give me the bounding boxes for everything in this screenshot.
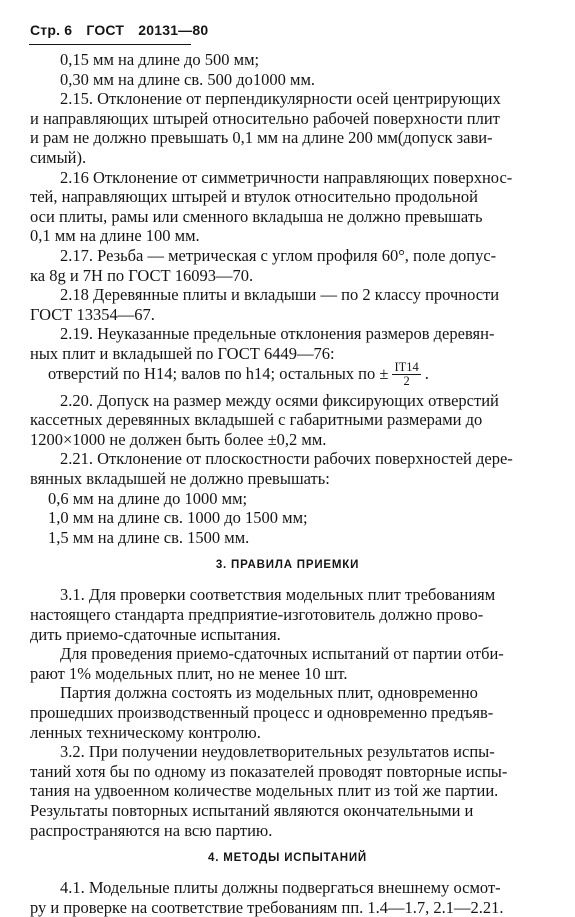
page-header	[30, 22, 218, 38]
text-line: 4.1. Модельные плиты должны подвергаться внешнему осмот-	[60, 878, 501, 898]
text-line: 2.16 Отклонение от симметричности направляющих поверхнос-	[60, 167, 513, 187]
text-line: 1,5 мм на длине св. 1500 мм.	[48, 527, 250, 547]
tolerance-formula	[48, 361, 429, 389]
text-line: 3.1. Для проверки соответствия модельных плит требованиям	[60, 585, 496, 605]
text-line: ру и проверке на соответствие требованиям пп. 1.4—1.7, 2.1—2.21.	[30, 897, 504, 917]
text-line: прошедших производственный процесс и одновременно предъяв-	[30, 703, 494, 722]
standard-label: ГОСТ	[86, 22, 125, 38]
text-line: тей, направляющих штырей и втулок относительно продольной	[30, 187, 478, 207]
page-number: Стр. 6	[30, 22, 73, 38]
text-line: тания на удвоенном количестве модельных плит из той же партии.	[30, 781, 499, 801]
text-line: и рам не должно превышать 0,1 мм на длине 200 мм(допуск зави-	[30, 128, 493, 148]
text-line: Результаты повторных испытаний являются окончательными и	[30, 801, 474, 820]
text-line: ГОСТ 13354—67.	[30, 304, 155, 324]
text-line: Партия должна состоять из модельных плит, одновременно	[60, 683, 478, 703]
text-line: настоящего стандарта предприятие-изготовитель должно прово-	[30, 605, 484, 624]
text-line: и направляющих штырей относительно рабочей поверхности плит	[30, 108, 500, 128]
text-line: 2.21. Отклонение от плоскостности рабочих поверхностей дере-	[60, 449, 513, 469]
text-line: ных плит и вкладышей по ГОСТ 6449—76:	[30, 344, 335, 363]
text-line: 3.2. При получении неудовлетворительных результатов испы-	[60, 742, 495, 762]
text-line: рают 1% модельных плит, но не менее 10 шт.	[30, 663, 348, 683]
text-line: вянных вкладышей не должно превышать:	[30, 469, 330, 488]
text-line: Для проведения приемо-сдаточных испытаний от партии отби-	[60, 644, 504, 664]
standard-number: 20131—80	[138, 22, 209, 38]
formula-fraction	[392, 361, 420, 388]
text-line: 2.19. Неуказанные предельные отклонения размеров деревян-	[60, 324, 495, 344]
text-line: оси плиты, рамы или сменного вкладыша не должно превышать	[30, 206, 483, 226]
text-line: 1,0 мм на длине св. 1000 до 1500 мм;	[48, 508, 308, 528]
fraction-numerator: IT14	[394, 360, 419, 375]
formula-text: отверстий по H14; валов по h14; остальных по ±	[48, 363, 389, 383]
text-line: 2.18 Деревянные плиты и вкладыши — по 2 классу прочности	[60, 285, 500, 305]
text-line: таний хотя бы по одному из показателей проводят повторные испы-	[30, 761, 508, 781]
section-3-heading: 3. ПРАВИЛА ПРИЕМКИ	[215, 559, 360, 572]
header-rule	[29, 44, 191, 45]
text-line: 2.17. Резьба — метрическая с углом профиля 60°, поле допус-	[60, 246, 497, 265]
text-line: кассетных деревянных вкладышей с габаритными размерами до	[30, 410, 483, 430]
text-line: ленных техническому контролю.	[30, 722, 261, 742]
text-line: 0,30 мм на длине св. 500 до1000 мм.	[60, 69, 316, 89]
text-line: 2.20. Допуск на размер между осями фиксирующих отверстий	[60, 390, 499, 410]
fraction-denominator: 2	[403, 374, 410, 389]
text-line: ка 8g и 7H по ГОСТ 16093—70.	[30, 265, 254, 285]
text-line: 0,1 мм на длине 100 мм.	[30, 226, 200, 246]
formula-suffix: .	[424, 363, 429, 383]
text-line: 1200×1000 не должен быть более ±0,2 мм.	[30, 429, 327, 449]
text-line: дить приемо-сдаточные испытания.	[30, 624, 281, 644]
section-4-heading: 4. МЕТОДЫ ИСПЫТАНИЙ	[208, 852, 367, 865]
text-line: 0,6 мм на длине до 1000 мм;	[48, 488, 248, 508]
text-line: 0,15 мм на длине до 500 мм;	[60, 50, 260, 69]
text-line: распространяются на всю партию.	[30, 820, 273, 840]
text-line: 2.15. Отклонение от перпендикулярности осей центрирующих	[60, 89, 501, 109]
text-line: симый).	[30, 148, 87, 167]
